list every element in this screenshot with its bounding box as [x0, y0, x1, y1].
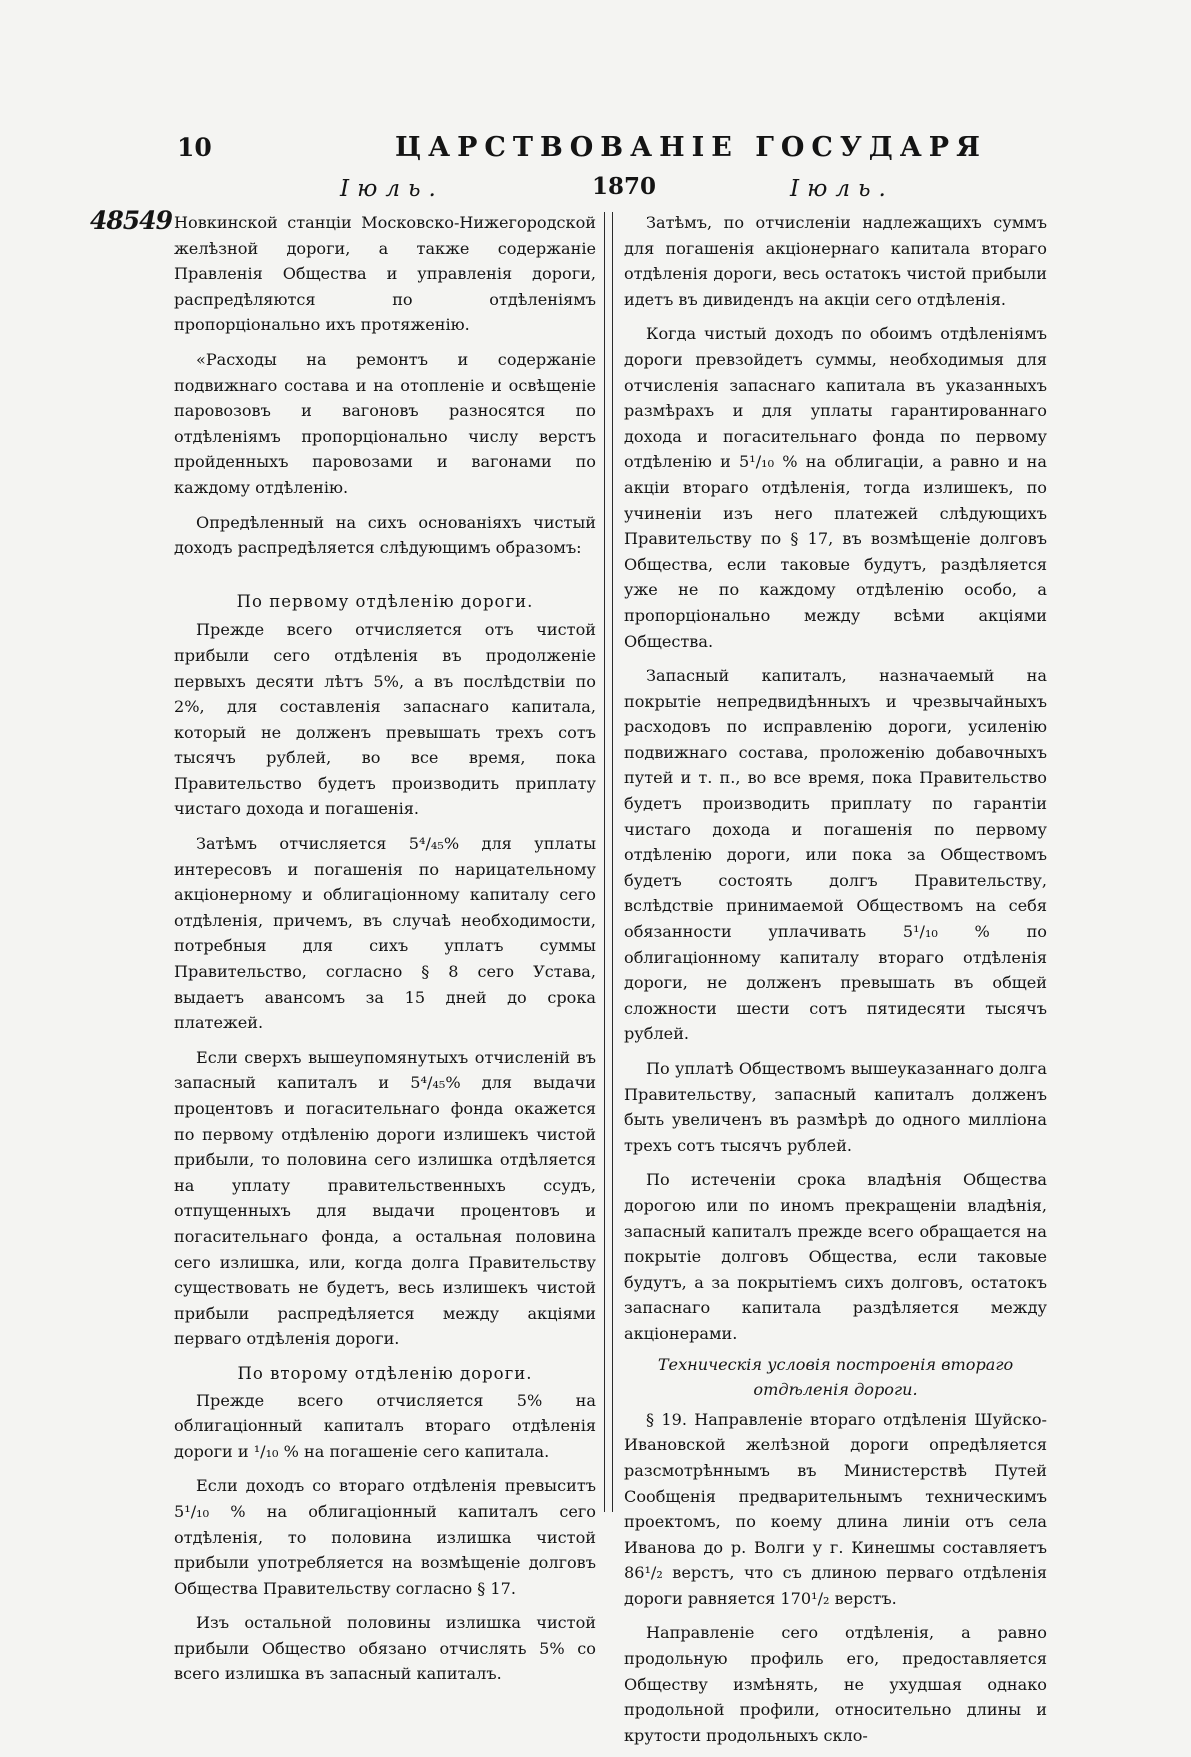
law-number: 48549 — [90, 206, 172, 235]
paragraph: Прежде всего отчисляется отъ чистой прибыли сего отдѣленія въ продолженіе первыхъ десяти лѣтъ 5%, а въ послѣдствіи по 2%, для составленія запаснаго капитала, который не долженъ превышать трехъ сотъ тысячъ рублей, во все время, пока Правительство будетъ производить приплату чистаго дохода и погашенія. — [174, 620, 596, 819]
paragraph: Если сверхъ вышеупомянутыхъ отчисленій въ запасный капиталъ и 5⁴/₄₅% для выдачи процентовъ и погасительнаго фонда окажется по первому отдѣленію дороги излишекъ чистой прибыли, то половина сего излишка отдѣляется на уплату правительственныхъ ссудъ, отпущенныхъ для выдачи процентовъ и погасительнаго фонда, а остальная половина сего излишка, или, когда долга Правительству существовать не будетъ, весь излишекъ чистой прибыли распредѣляется между акціями перваго отдѣленія дороги. — [174, 1047, 596, 1349]
paragraph: Когда чистый доходъ по обоимъ отдѣленіямъ дороги превзойдетъ суммы, необходимыя для отчисленія запаснаго капитала въ указанныхъ размѣрахъ и для уплаты гарантированнаго дохода и погасительнаго фонда по первому отдѣленію и 5¹/₁₀ % на облигаціи, а равно и на акціи втораго отдѣленія, тогда излишекъ, по учиненіи изъ него платежей слѣдующихъ Правительству по § 17, въ возмѣщеніе долговъ Общества, если таковые будутъ, раздѣляется уже не по каждому отдѣленію особо, а пропорціонально между всѣми акціями Общества. — [624, 324, 1047, 651]
running-title: ЦАРСТВОВАНІЕ ГОСУДАРЯ — [395, 132, 987, 163]
paragraph: По истеченіи срока владѣнія Общества дорогою или по иномъ прекращеніи владѣнія, запасный капиталъ прежде всего обращается на покрытіе долговъ Общества, если таковые будутъ, а за покрытіемъ сихъ долговъ, остатокъ запаснаго капитала раздѣляется между акціонерами. — [624, 1170, 1047, 1343]
month-left: Іюль. — [340, 176, 444, 202]
left-column — [174, 210, 596, 1696]
section-heading: Техническія условія построенія втораго отдѣленія дороги. — [657, 1354, 1014, 1400]
paragraph: Прежде всего отчисляется 5% на облигаціонный капиталъ втораго отдѣленія дороги и ¹/₁₀ % на погашеніе сего капитала. — [174, 1390, 596, 1461]
year: 1870 — [592, 173, 657, 200]
paragraph: Новкинской станціи Московско-Нижегородской желѣзной дороги, а также содержаніе Правленія Общества и управленія дороги, распредѣляются по отдѣленіямъ пропорціонально ихъ протяженію. — [174, 213, 596, 335]
page-number: 10 — [177, 133, 212, 162]
paragraph: § 19. Направленіе втораго отдѣленія Шуйско-Ивановской желѣзной дороги опредѣляется разсмотрѣннымъ въ Министерствѣ Путей Сообщенія предварительнымъ техническимъ проектомъ, по коему длина линіи отъ села Иванова до р. Волги у г. Кинешмы составляетъ 86¹/₂ верстъ, что съ длиною перваго отдѣленія дороги равняется 170¹/₂ верстъ. — [624, 1409, 1047, 1608]
right-column — [624, 210, 1047, 1757]
paragraph: Изъ остальной половины излишка чистой прибыли Общество обязано отчислять 5% со всего излишка въ запасный капиталъ. — [174, 1613, 596, 1684]
paragraph: Затѣмъ отчисляется 5⁴/₄₅% для уплаты интересовъ и погашенія по нарицательному акціонерному и облигаціонному капиталу сего отдѣленія, причемъ, въ случаѣ необходимости, потребныя для сихъ уплатъ суммы Правительство, согласно § 8 сего Устава, выдаетъ авансомъ за 15 дней до срока платежей. — [174, 834, 596, 1033]
section-heading: По второму отдѣленію дороги. — [237, 1363, 533, 1383]
paragraph: По уплатѣ Обществомъ вышеуказаннаго долга Правительству, запасный капиталъ долженъ быть увеличенъ въ размѣрѣ до одного милліона трехъ сотъ тысячъ рублей. — [624, 1059, 1047, 1155]
column-divider — [604, 212, 613, 1512]
paragraph: Если доходъ со втораго отдѣленія превыситъ 5¹/₁₀ % на облигаціонный капиталъ сего отдѣленія, то половина излишка чистой прибыли употребляется на возмѣщеніе долговъ Общества Правительству согласно § 17. — [174, 1476, 596, 1598]
paragraph: Затѣмъ, по отчисленіи надлежащихъ суммъ для погашенія акціонернаго капитала втораго отдѣленія дороги, весь остатокъ чистой прибыли идетъ въ дивидендъ на акціи сего отдѣленія. — [624, 213, 1047, 309]
section-heading: По первому отдѣленію дороги. — [236, 591, 534, 611]
paragraph: «Расходы на ремонтъ и содержаніе подвижнаго состава и на отопленіе и освѣщеніе паровозовъ и вагоновъ разносятся по отдѣленіямъ пропорціонально числу верстъ пройденныхъ паровозами и вагонами по каждому отдѣленію. — [174, 349, 596, 497]
paragraph: Запасный капиталъ, назначаемый на покрытіе непредвидѣнныхъ и чрезвычайныхъ расходовъ по исправленію дороги, усиленію подвижнаго состава, проложенію добавочныхъ путей и т. п., во все время, пока Правительство будетъ производить приплату по гарантіи чистаго дохода и погашенія по первому отдѣленію дороги, или пока за Обществомъ будетъ состоять долгъ Правительству, вслѣдствіе принимаемой Обществомъ на себя обязанности уплачивать 5¹/₁₀ % по облигаціонному капиталу втораго отдѣленія дороги, не долженъ превышать въ общей сложности шести сотъ пятидесяти тысячъ рублей. — [624, 666, 1047, 1044]
month-right: Іюль. — [790, 176, 894, 202]
paragraph: Опредѣленный на сихъ основаніяхъ чистый доходъ распредѣляется слѣдующимъ образомъ: — [174, 512, 596, 558]
paragraph: Направленіе сего отдѣленія, а равно продольную профиль его, предоставляется Обществу измѣнять, не ухудшая однако продольной профили, относительно длины и крутости продольныхъ скло- — [624, 1623, 1047, 1745]
